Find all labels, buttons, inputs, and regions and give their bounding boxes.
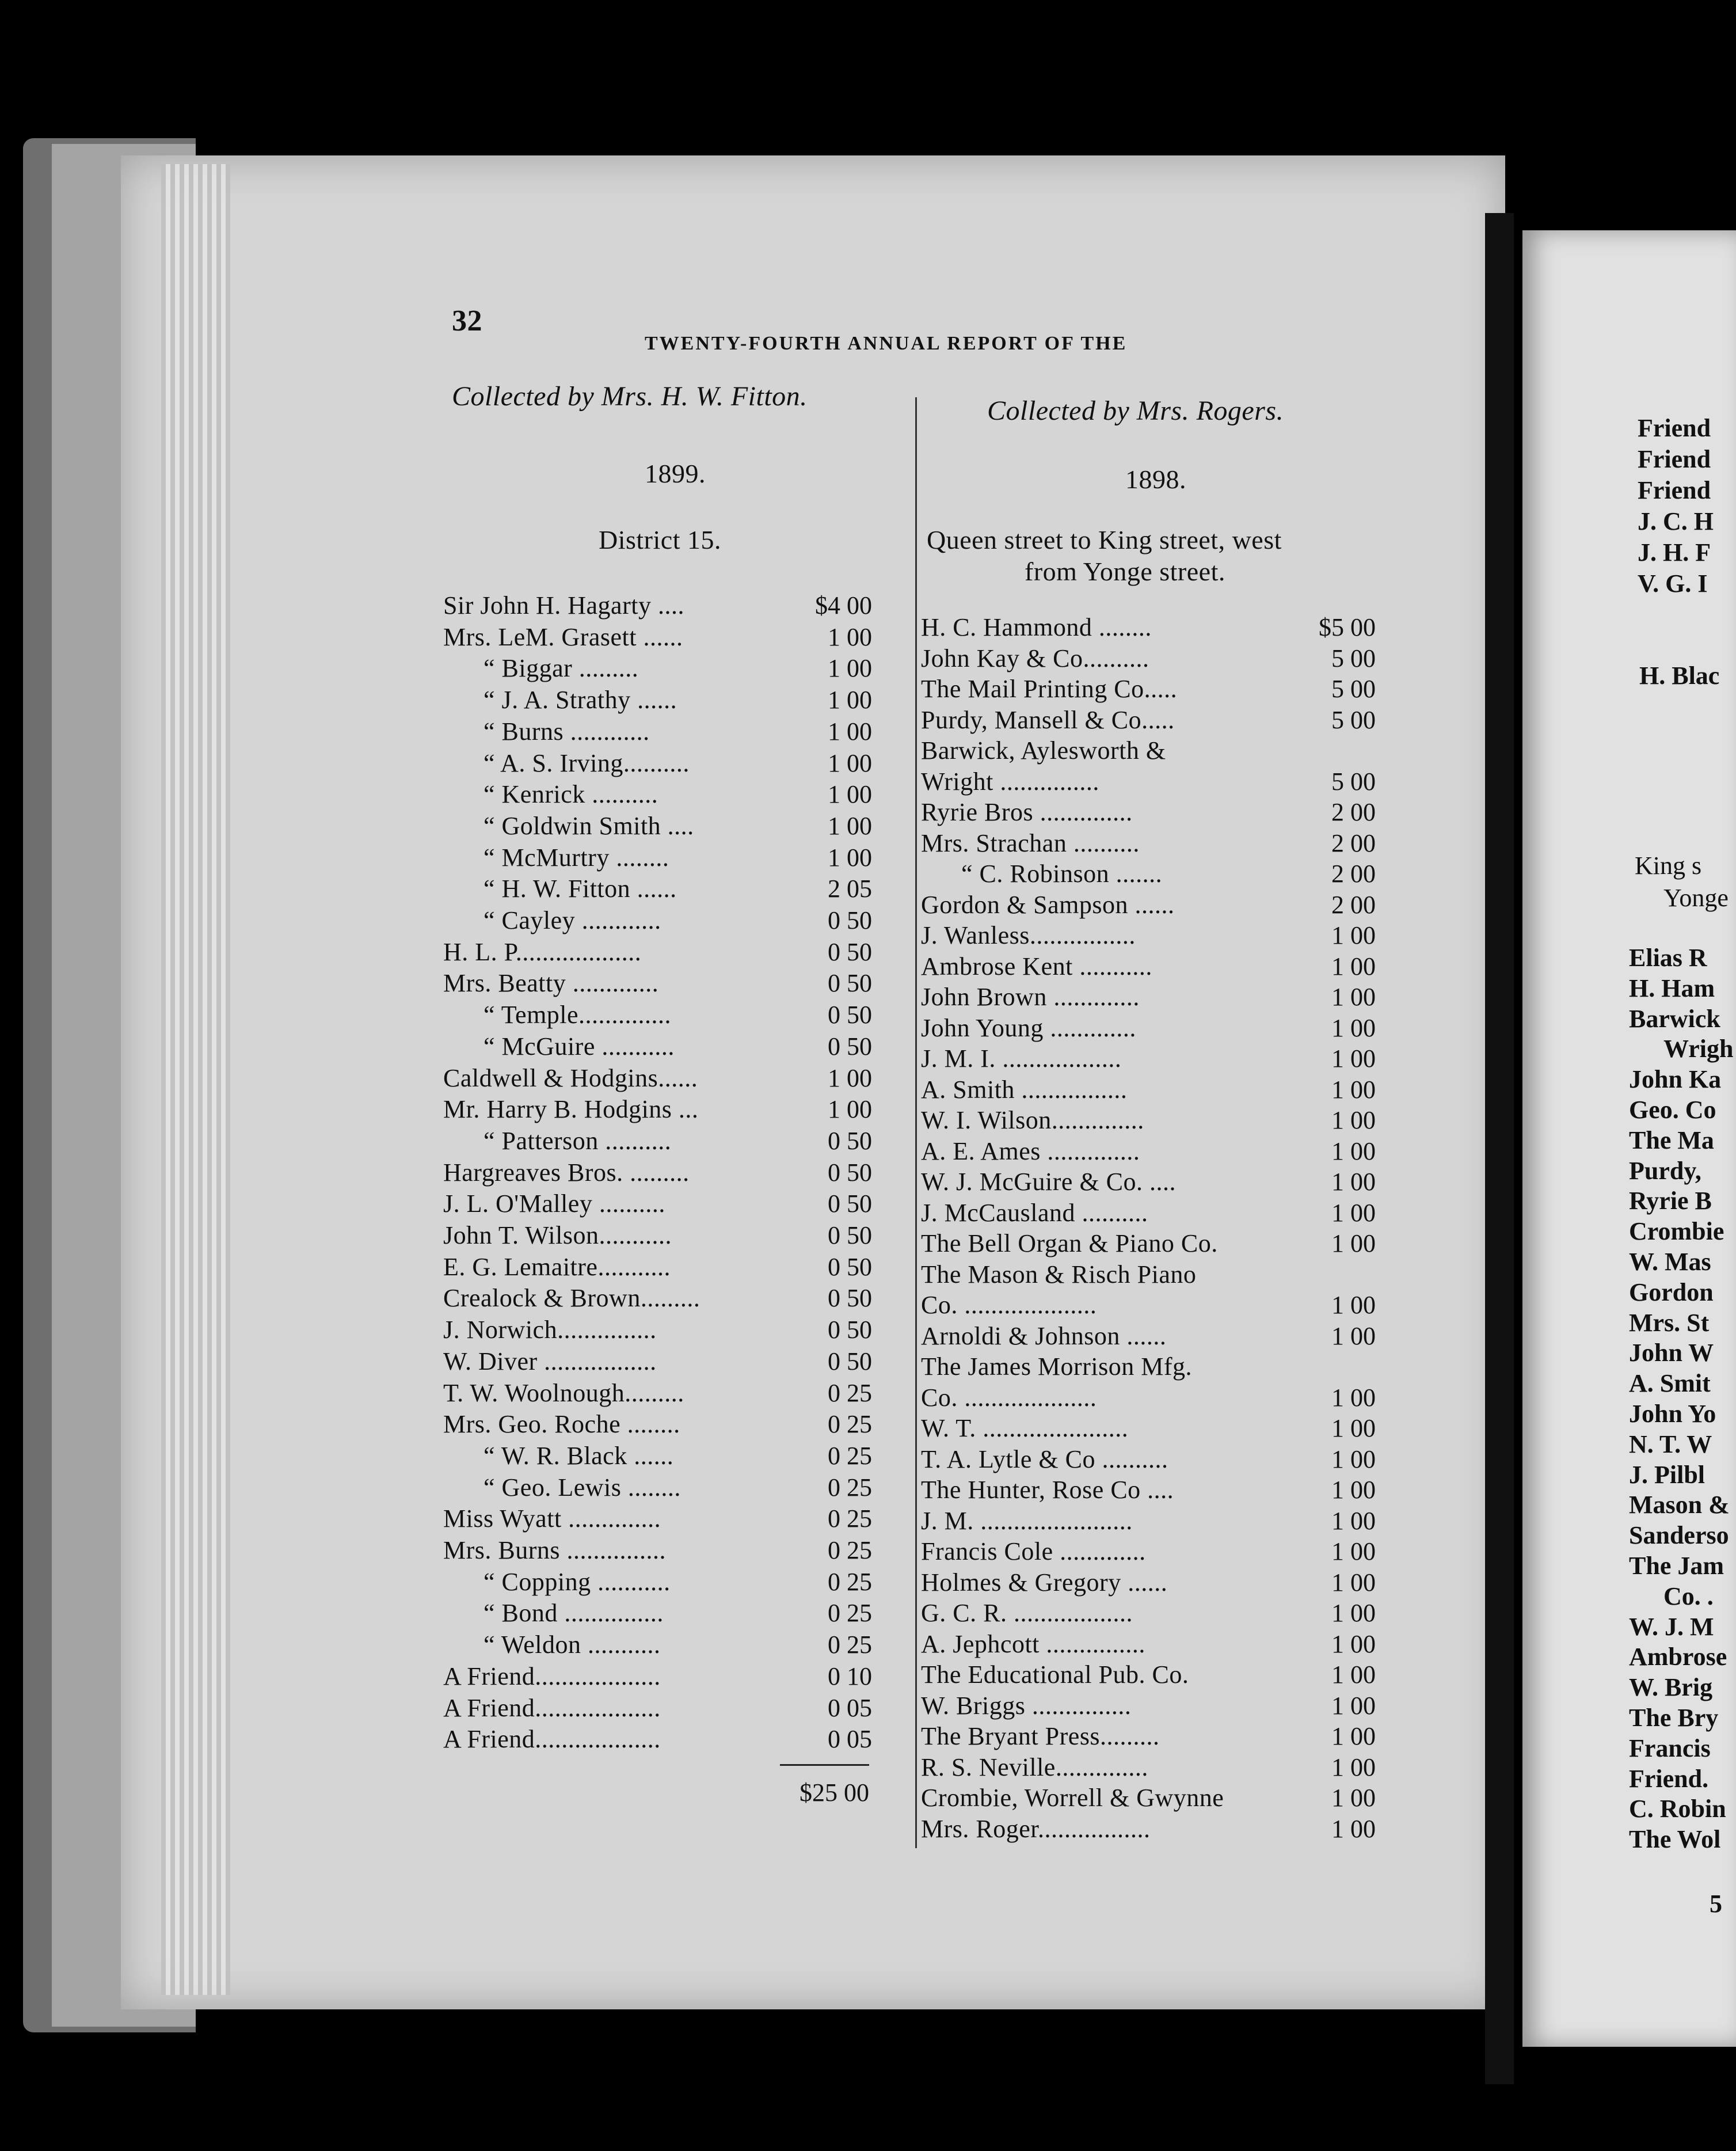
facing-entry-item: Elias R xyxy=(1629,944,1707,972)
left-entry-name: “ Cayley ............ xyxy=(484,906,661,934)
left-entry-name: Mr. Harry B. Hodgins ... xyxy=(443,1095,699,1124)
left-entry-name: J. L. O'Malley .......... xyxy=(443,1189,665,1218)
facing-entry-item: J. Pilbl xyxy=(1629,1460,1705,1489)
facing-top-item: J. C. H xyxy=(1638,507,1714,535)
left-entry-amount: 0 50 xyxy=(828,937,872,966)
facing-top-item: V. G. I xyxy=(1638,569,1708,598)
right-entry-amount: 5 00 xyxy=(1331,675,1376,703)
right-entry-amount: 1 00 xyxy=(1331,1476,1376,1504)
right-entry-name: Ryrie Bros .............. xyxy=(921,798,1133,826)
facing-entry-item: Sanderso xyxy=(1629,1521,1729,1550)
right-entry-amount: 1 00 xyxy=(1331,1321,1376,1350)
facing-entry-item: N. T. W xyxy=(1629,1430,1712,1458)
facing-entry-item: Francis xyxy=(1629,1734,1711,1762)
right-entry-amount: 1 00 xyxy=(1331,1753,1376,1781)
right-entry-name: Ambrose Kent ........... xyxy=(921,952,1152,981)
running-head: TWENTY-FOURTH ANNUAL REPORT OF THE xyxy=(645,333,1128,354)
left-entry-name: A Friend................... xyxy=(443,1725,661,1754)
left-entry-amount: 0 50 xyxy=(828,1001,872,1029)
left-entry-amount: 0 25 xyxy=(828,1504,872,1533)
right-entry-name: A. E. Ames .............. xyxy=(921,1137,1140,1165)
right-entry-name: Gordon & Sampson ...... xyxy=(921,890,1175,919)
left-entry-name: Mrs. Geo. Roche ........ xyxy=(443,1410,680,1439)
facing-entry-item: John Ka xyxy=(1629,1065,1722,1094)
right-entry-name: Crombie, Worrell & Gwynne xyxy=(921,1784,1224,1812)
facing-entry-item: H. Ham xyxy=(1629,974,1715,1002)
left-entry-name: Hargreaves Bros. ......... xyxy=(443,1158,690,1187)
page-leaf-edges xyxy=(161,164,230,1995)
left-entry-name: H. L. P................... xyxy=(443,937,642,966)
left-entry-amount: 1 00 xyxy=(828,717,872,746)
right-entry-name: W. J. McGuire & Co. .... xyxy=(921,1168,1177,1196)
left-entry-amount: 2 05 xyxy=(828,875,872,903)
left-entry-amount: 1 00 xyxy=(828,1063,872,1092)
right-entry-amount: 1 00 xyxy=(1331,1445,1376,1473)
facing-entry-item: Friend. xyxy=(1629,1764,1709,1793)
left-entry-amount: 0 25 xyxy=(828,1536,872,1564)
right-entry-amount: 1 00 xyxy=(1331,1629,1376,1658)
facing-entry-item: The Wol xyxy=(1629,1825,1721,1854)
left-entry-name: “ Geo. Lewis ........ xyxy=(484,1473,681,1502)
facing-single-entry: H. Blac xyxy=(1639,662,1720,690)
right-entry-amount: 1 00 xyxy=(1331,1599,1376,1627)
right-entry-amount: 2 00 xyxy=(1331,890,1376,919)
right-entry-amount: 1 00 xyxy=(1331,1691,1376,1720)
facing-total-fragment: 5 xyxy=(1710,1890,1722,1918)
left-entry-name: T. W. Woolnough......... xyxy=(443,1378,684,1407)
left-entry-amount: 0 25 xyxy=(828,1410,872,1439)
facing-entry-item: Ryrie B xyxy=(1629,1187,1712,1215)
facing-entry-item: W. Brig xyxy=(1629,1673,1713,1702)
right-area-line1: Queen street to King street, west xyxy=(927,525,1282,554)
left-entry-name: “ Biggar ......... xyxy=(484,654,639,683)
facing-entry-item: C. Robin xyxy=(1629,1795,1726,1823)
left-district: District 15. xyxy=(599,525,721,554)
right-entry-name: T. A. Lytle & Co .......... xyxy=(921,1445,1168,1473)
left-entry-name: “ Temple.............. xyxy=(484,1001,672,1029)
facing-entry-item: Wrigh xyxy=(1663,1035,1734,1063)
left-entry-amount: 0 25 xyxy=(828,1441,872,1470)
left-entry-name: Sir John H. Hagarty .... xyxy=(443,591,684,620)
facing-section-line2: Yonge xyxy=(1663,884,1729,912)
left-entry-amount: 0 25 xyxy=(828,1567,872,1596)
left-entry-name: “ Goldwin Smith .... xyxy=(484,811,694,840)
facing-top-item: Friend xyxy=(1638,476,1711,504)
right-entry-amount: 1 00 xyxy=(1331,1383,1376,1412)
right-entry-amount: 1 00 xyxy=(1331,1229,1376,1257)
right-entry-name: J. M. ....................... xyxy=(921,1506,1133,1535)
left-entry-name: “ Burns ............ xyxy=(484,717,650,746)
right-entry-name: A. Jephcott ............... xyxy=(921,1629,1145,1658)
right-entry-amount: 1 00 xyxy=(1331,1013,1376,1042)
left-entry-name: “ Kenrick .......... xyxy=(484,780,658,809)
left-entry-amount: 0 25 xyxy=(828,1599,872,1628)
right-entry-amount: 5 00 xyxy=(1331,644,1376,672)
facing-top-item: Friend xyxy=(1638,414,1711,442)
facing-section-line1: King s xyxy=(1635,852,1702,880)
left-entry-name: W. Diver ................. xyxy=(443,1347,657,1375)
right-entry-amount: 1 00 xyxy=(1331,1660,1376,1689)
right-entry-amount: 1 00 xyxy=(1331,1106,1376,1134)
left-entry-amount: 1 00 xyxy=(828,811,872,840)
right-entry-name: R. S. Neville.............. xyxy=(921,1753,1148,1781)
right-entry-amount: 1 00 xyxy=(1331,921,1376,949)
left-entry-name: “ Bond ............... xyxy=(484,1599,664,1628)
right-entry-amount: 2 00 xyxy=(1331,798,1376,826)
left-entry-name: “ McGuire ........... xyxy=(484,1032,675,1061)
left-entry-amount: 0 50 xyxy=(828,1347,872,1375)
left-entry-name: John T. Wilson........... xyxy=(443,1221,672,1249)
facing-entry-item: The Ma xyxy=(1629,1126,1714,1154)
left-total: $25 00 xyxy=(800,1778,869,1807)
left-entry-name: J. Norwich............... xyxy=(443,1316,657,1344)
left-entry-name: “ J. A. Strathy ...... xyxy=(484,686,677,715)
left-entry-name: Mrs. Beatty ............. xyxy=(443,969,659,998)
right-year: 1898. xyxy=(1125,465,1186,494)
right-entry-name: Francis Cole ............. xyxy=(921,1537,1146,1565)
right-entry-amount: 1 00 xyxy=(1331,983,1376,1011)
right-entry-amount: 5 00 xyxy=(1331,767,1376,796)
right-entry-name: Mrs. Strachan .......... xyxy=(921,829,1140,857)
page-number: 32 xyxy=(452,305,482,337)
right-entry-amount: 1 00 xyxy=(1331,1075,1376,1104)
left-entry-name: “ McMurtry ........ xyxy=(484,843,669,872)
facing-entry-item: John W xyxy=(1629,1339,1714,1367)
right-entry-amount: 2 00 xyxy=(1331,829,1376,857)
right-entry-amount: 1 00 xyxy=(1331,1044,1376,1073)
right-entry-amount: 1 00 xyxy=(1331,1168,1376,1196)
left-entry-amount: 0 05 xyxy=(828,1693,872,1722)
right-entry-amount: 5 00 xyxy=(1331,705,1376,734)
facing-entry-item: W. Mas xyxy=(1629,1248,1711,1276)
facing-entry-item: Mrs. St xyxy=(1629,1308,1710,1337)
left-entry-amount: 0 50 xyxy=(828,1126,872,1155)
left-entry-amount: 1 00 xyxy=(828,654,872,683)
right-entry-name: Barwick, Aylesworth & xyxy=(921,736,1166,765)
right-area-line2: from Yonge street. xyxy=(1025,557,1225,586)
right-entry-amount: 1 00 xyxy=(1331,1137,1376,1165)
right-entry-name: The Mason & Risch Piano xyxy=(921,1260,1197,1289)
right-entry-name: A. Smith ................ xyxy=(921,1075,1128,1104)
right-entry-name: Purdy, Mansell & Co..... xyxy=(921,705,1175,734)
left-entry-amount: 0 05 xyxy=(828,1725,872,1754)
right-entry-amount: 1 00 xyxy=(1331,952,1376,981)
right-entry-amount: 2 00 xyxy=(1331,860,1376,888)
left-entry-amount: 1 00 xyxy=(828,686,872,715)
left-entry-name: Miss Wyatt .............. xyxy=(443,1504,661,1533)
right-entry-amount: 1 00 xyxy=(1331,1814,1376,1843)
column-divider xyxy=(915,397,917,1848)
facing-entry-item: Geo. Co xyxy=(1629,1096,1716,1124)
left-entry-name: “ A. S. Irving.......... xyxy=(484,748,690,777)
left-entry-name: A Friend................... xyxy=(443,1662,661,1690)
right-entry-amount: 1 00 xyxy=(1331,1414,1376,1442)
right-entry-amount: 1 00 xyxy=(1331,1784,1376,1812)
right-entry-name: The Bell Organ & Piano Co. xyxy=(921,1229,1218,1257)
right-entry-amount: 1 00 xyxy=(1331,1537,1376,1565)
facing-top-item: J. H. F xyxy=(1638,538,1711,567)
right-entry-amount: 1 00 xyxy=(1331,1198,1376,1227)
right-entry-name: Wright ............... xyxy=(921,767,1099,796)
left-entry-amount: 0 25 xyxy=(828,1378,872,1407)
total-rule xyxy=(780,1764,869,1766)
right-collector-heading: Collected by Mrs. Rogers. xyxy=(987,396,1284,426)
facing-entry-item: The Jam xyxy=(1629,1552,1724,1580)
facing-entry-item: Gordon xyxy=(1629,1278,1714,1306)
right-entry-name: G. C. R. .................. xyxy=(921,1599,1133,1627)
facing-entry-item: The Bry xyxy=(1629,1704,1719,1732)
left-entry-amount: 1 00 xyxy=(828,748,872,777)
right-entry-name: Co. .................... xyxy=(921,1383,1097,1412)
facing-entry-item: W. J. M xyxy=(1629,1612,1714,1641)
left-entry-amount: $4 00 xyxy=(815,591,872,620)
left-entry-amount: 0 25 xyxy=(828,1473,872,1502)
left-entry-name: “ W. R. Black ...... xyxy=(484,1441,674,1470)
left-entry-amount: 0 50 xyxy=(828,906,872,934)
left-entry-amount: 0 50 xyxy=(828,1221,872,1249)
right-entry-name: W. I. Wilson.............. xyxy=(921,1106,1144,1134)
left-entry-amount: 0 50 xyxy=(828,1158,872,1187)
facing-entry-item: Barwick xyxy=(1629,1004,1720,1033)
left-entry-amount: 0 25 xyxy=(828,1631,872,1659)
right-entry-name: Co. .................... xyxy=(921,1291,1097,1319)
left-entry-name: Mrs. Burns ............... xyxy=(443,1536,667,1564)
right-entry-amount: 1 00 xyxy=(1331,1568,1376,1597)
facing-entry-item: Co. . xyxy=(1663,1582,1714,1610)
facing-entry-item: John Yo xyxy=(1629,1400,1716,1428)
left-entry-name: “ Weldon ........... xyxy=(484,1631,661,1659)
left-entry-amount: 0 50 xyxy=(828,1284,872,1313)
right-entry-name: J. McCausland .......... xyxy=(921,1198,1148,1227)
facing-entry-item: Crombie xyxy=(1629,1217,1724,1246)
left-entry-amount: 0 10 xyxy=(828,1662,872,1690)
facing-entry-item: Mason & xyxy=(1629,1491,1730,1519)
facing-entry-item: Ambrose xyxy=(1629,1643,1727,1671)
right-entry-name: Holmes & Gregory ...... xyxy=(921,1568,1168,1597)
right-entry-amount: 1 00 xyxy=(1331,1722,1376,1750)
right-entry-name: J. M. I. .................. xyxy=(921,1044,1122,1073)
left-entry-amount: 0 50 xyxy=(828,1032,872,1061)
right-entry-name: W. Briggs ............... xyxy=(921,1691,1132,1720)
right-entry-amount: $5 00 xyxy=(1319,613,1376,641)
right-entry-name: The Hunter, Rose Co .... xyxy=(921,1476,1174,1504)
left-entry-amount: 1 00 xyxy=(828,843,872,872)
right-entry-amount: 1 00 xyxy=(1331,1506,1376,1535)
right-entry-name: Arnoldi & Johnson ...... xyxy=(921,1321,1167,1350)
left-entry-name: Caldwell & Hodgins...... xyxy=(443,1063,698,1092)
left-entry-amount: 0 50 xyxy=(828,969,872,998)
facing-top-item: Friend xyxy=(1638,445,1711,473)
right-entry-name: John Kay & Co.......... xyxy=(921,644,1149,672)
left-entry-name: E. G. Lemaitre........... xyxy=(443,1252,671,1281)
right-entry-name: The Educational Pub. Co. xyxy=(921,1660,1189,1689)
right-entry-name: The Bryant Press......... xyxy=(921,1722,1160,1750)
book-gutter xyxy=(1485,213,1514,2084)
left-entry-name: “ Copping ........... xyxy=(484,1567,671,1596)
left-entry-amount: 1 00 xyxy=(828,780,872,809)
right-entry-name: H. C. Hammond ........ xyxy=(921,613,1152,641)
left-entry-name: A Friend................... xyxy=(443,1693,661,1722)
left-entry-name: “ Patterson .......... xyxy=(484,1126,672,1155)
left-entry-name: Mrs. LeM. Grasett ...... xyxy=(443,622,683,651)
left-entry-amount: 1 00 xyxy=(828,622,872,651)
left-year: 1899. xyxy=(645,459,706,488)
left-entry-amount: 0 50 xyxy=(828,1189,872,1218)
left-collector-heading: Collected by Mrs. H. W. Fitton. xyxy=(452,381,808,412)
right-entry-name: “ C. Robinson ....... xyxy=(961,860,1163,888)
right-entry-name: John Young ............. xyxy=(921,1013,1136,1042)
left-entry-name: Crealock & Brown......... xyxy=(443,1284,701,1313)
left-entry-amount: 0 50 xyxy=(828,1252,872,1281)
right-entry-name: W. T. ...................... xyxy=(921,1414,1129,1442)
facing-entry-item: Purdy, xyxy=(1629,1156,1701,1185)
left-entry-amount: 0 50 xyxy=(828,1316,872,1344)
right-entry-name: J. Wanless................ xyxy=(921,921,1136,949)
right-entry-name: The James Morrison Mfg. xyxy=(921,1352,1192,1381)
right-entry-amount: 1 00 xyxy=(1331,1291,1376,1319)
right-entry-name: The Mail Printing Co..... xyxy=(921,675,1178,703)
left-entry-name: “ H. W. Fitton ...... xyxy=(484,875,677,903)
left-entry-amount: 1 00 xyxy=(828,1095,872,1124)
right-entry-name: Mrs. Roger................. xyxy=(921,1814,1151,1843)
facing-entry-item: A. Smit xyxy=(1629,1369,1711,1398)
right-entry-name: John Brown ............. xyxy=(921,983,1140,1011)
